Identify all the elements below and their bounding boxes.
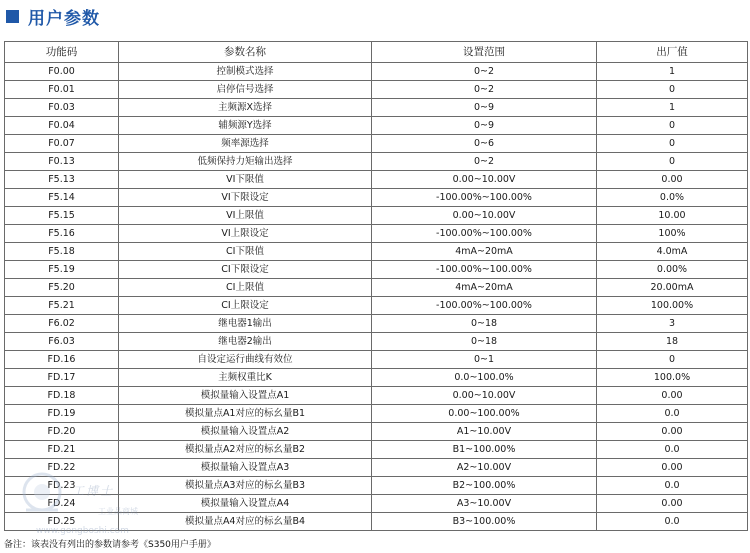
cell-function-code: F5.18 [5, 243, 119, 261]
table-row [5, 333, 748, 351]
cell-function-code: FD.17 [5, 369, 119, 387]
cell-setting-range: 0~9 [372, 117, 597, 135]
cell-setting-range: B3~100.00% [372, 513, 597, 531]
cell-function-code: F5.19 [5, 261, 119, 279]
cell-setting-range: 4mA~20mA [372, 243, 597, 261]
cell-function-code: F5.21 [5, 297, 119, 315]
cell-function-code: F0.01 [5, 81, 119, 99]
cell-parameter-name: 主频源X选择 [119, 99, 372, 117]
table-row [5, 297, 748, 315]
cell-factory-default: 3 [597, 315, 748, 333]
cell-setting-range: 0~2 [372, 153, 597, 171]
cell-setting-range: 0.00~10.00V [372, 387, 597, 405]
cell-parameter-name: 继电器2输出 [119, 333, 372, 351]
cell-parameter-name: 辅频源Y选择 [119, 117, 372, 135]
table-row [5, 315, 748, 333]
table-body [5, 63, 748, 531]
cell-parameter-name: 主频权重比K [119, 369, 372, 387]
cell-factory-default: 0.00 [597, 423, 748, 441]
cell-factory-default: 1 [597, 99, 748, 117]
cell-factory-default: 20.00mA [597, 279, 748, 297]
cell-factory-default: 1 [597, 63, 748, 81]
cell-function-code: F0.07 [5, 135, 119, 153]
cell-factory-default: 0.0% [597, 189, 748, 207]
cell-factory-default: 100.00% [597, 297, 748, 315]
cell-factory-default: 0.0 [597, 441, 748, 459]
table-row [5, 351, 748, 369]
table-row [5, 153, 748, 171]
cell-setting-range: A3~10.00V [372, 495, 597, 513]
cell-factory-default: 0.0 [597, 513, 748, 531]
table-row [5, 171, 748, 189]
cell-factory-default: 0.0 [597, 477, 748, 495]
cell-setting-range: A2~10.00V [372, 459, 597, 477]
header-function-code: 功能码 [5, 42, 119, 63]
cell-function-code: FD.18 [5, 387, 119, 405]
cell-function-code: F5.15 [5, 207, 119, 225]
page-header [6, 4, 100, 28]
cell-setting-range: 0~6 [372, 135, 597, 153]
cell-parameter-name: 控制模式选择 [119, 63, 372, 81]
cell-parameter-name: VI上限设定 [119, 225, 372, 243]
cell-parameter-name: 模拟量输入设置点A1 [119, 387, 372, 405]
cell-function-code: FD.21 [5, 441, 119, 459]
cell-setting-range: -100.00%~100.00% [372, 261, 597, 279]
cell-setting-range: 0.00~10.00V [372, 207, 597, 225]
table-row [5, 99, 748, 117]
table-row [5, 423, 748, 441]
table-row [5, 243, 748, 261]
cell-function-code: F0.04 [5, 117, 119, 135]
table-row [5, 117, 748, 135]
cell-factory-default: 0.00 [597, 459, 748, 477]
cell-parameter-name: CI下限设定 [119, 261, 372, 279]
table-header-row [5, 42, 748, 63]
cell-function-code: F5.16 [5, 225, 119, 243]
header-setting-range: 设置范围 [372, 42, 597, 63]
cell-factory-default: 0.0 [597, 405, 748, 423]
cell-parameter-name: VI上限值 [119, 207, 372, 225]
cell-factory-default: 100% [597, 225, 748, 243]
title-square-icon [6, 10, 19, 23]
cell-parameter-name: CI下限值 [119, 243, 372, 261]
cell-setting-range: -100.00%~100.00% [372, 297, 597, 315]
cell-setting-range: A1~10.00V [372, 423, 597, 441]
table-row [5, 369, 748, 387]
watermark-brand: 工博士 [72, 484, 115, 498]
cell-function-code: F0.00 [5, 63, 119, 81]
table-row [5, 63, 748, 81]
cell-function-code: FD.25 [5, 513, 119, 531]
header-parameter-name: 参数名称 [119, 42, 372, 63]
table-row [5, 513, 748, 531]
cell-function-code: FD.23 [5, 477, 119, 495]
cell-function-code: FD.22 [5, 459, 119, 477]
cell-function-code: F0.03 [5, 99, 119, 117]
cell-function-code: FD.24 [5, 495, 119, 513]
cell-factory-default: 0 [597, 117, 748, 135]
cell-setting-range: B2~100.00% [372, 477, 597, 495]
cell-factory-default: 0.00 [597, 387, 748, 405]
cell-parameter-name: 启停信号选择 [119, 81, 372, 99]
cell-factory-default: 10.00 [597, 207, 748, 225]
cell-function-code: F5.13 [5, 171, 119, 189]
watermark-site: www.gongboshi.com [36, 526, 129, 536]
cell-parameter-name: 模拟量点A2对应的标幺量B2 [119, 441, 372, 459]
table-row [5, 261, 748, 279]
table-row [5, 441, 748, 459]
cell-setting-range: 0.00~100.00% [372, 405, 597, 423]
header-factory-default: 出厂值 [597, 42, 748, 63]
cell-parameter-name: VI下限值 [119, 171, 372, 189]
cell-setting-range: 0~9 [372, 99, 597, 117]
cell-setting-range: 0~18 [372, 333, 597, 351]
cell-parameter-name: CI上限值 [119, 279, 372, 297]
cell-setting-range: 4mA~20mA [372, 279, 597, 297]
cell-function-code: FD.19 [5, 405, 119, 423]
cell-setting-range: 0~2 [372, 63, 597, 81]
page-title: 用户参数 [28, 8, 100, 29]
cell-setting-range: 0~18 [372, 315, 597, 333]
cell-parameter-name: VI下限设定 [119, 189, 372, 207]
parameter-table [4, 41, 748, 531]
cell-factory-default: 0.00% [597, 261, 748, 279]
table-row [5, 459, 748, 477]
cell-setting-range: 0.00~10.00V [372, 171, 597, 189]
cell-setting-range: -100.00%~100.00% [372, 189, 597, 207]
table-row [5, 189, 748, 207]
cell-function-code: FD.16 [5, 351, 119, 369]
table-row [5, 279, 748, 297]
cell-factory-default: 18 [597, 333, 748, 351]
cell-parameter-name: 模拟量点A1对应的标幺量B1 [119, 405, 372, 423]
cell-function-code: F6.02 [5, 315, 119, 333]
footnote: 备注：该表没有列出的参数请参考《S350用户手册》 [4, 540, 216, 550]
table-row [5, 81, 748, 99]
cell-function-code: F6.03 [5, 333, 119, 351]
table-row [5, 495, 748, 513]
cell-parameter-name: 模拟量输入设置点A3 [119, 459, 372, 477]
watermark-subtitle: 工业品商城 [98, 507, 138, 516]
cell-factory-default: 0 [597, 135, 748, 153]
cell-setting-range: 0~2 [372, 81, 597, 99]
cell-factory-default: 0.00 [597, 495, 748, 513]
cell-factory-default: 0 [597, 351, 748, 369]
cell-parameter-name: 模拟量输入设置点A2 [119, 423, 372, 441]
table-row [5, 387, 748, 405]
table-row [5, 225, 748, 243]
table-row [5, 477, 748, 495]
cell-setting-range: B1~100.00% [372, 441, 597, 459]
cell-setting-range: -100.00%~100.00% [372, 225, 597, 243]
cell-parameter-name: 继电器1输出 [119, 315, 372, 333]
cell-parameter-name: 模拟量输入设置点A4 [119, 495, 372, 513]
cell-function-code: F5.20 [5, 279, 119, 297]
cell-factory-default: 0 [597, 81, 748, 99]
table-row [5, 207, 748, 225]
cell-factory-default: 0.00 [597, 171, 748, 189]
cell-function-code: FD.20 [5, 423, 119, 441]
cell-parameter-name: 自设定运行曲线有效位 [119, 351, 372, 369]
table-row [5, 405, 748, 423]
cell-parameter-name: 模拟量点A3对应的标幺量B3 [119, 477, 372, 495]
cell-setting-range: 0.0~100.0% [372, 369, 597, 387]
table-row [5, 135, 748, 153]
cell-parameter-name: 模拟量点A4对应的标幺量B4 [119, 513, 372, 531]
cell-setting-range: 0~1 [372, 351, 597, 369]
cell-parameter-name: 低频保持力矩输出选择 [119, 153, 372, 171]
cell-factory-default: 0 [597, 153, 748, 171]
cell-factory-default: 100.0% [597, 369, 748, 387]
cell-function-code: F5.14 [5, 189, 119, 207]
cell-function-code: F0.13 [5, 153, 119, 171]
cell-parameter-name: CI上限设定 [119, 297, 372, 315]
cell-parameter-name: 频率源选择 [119, 135, 372, 153]
cell-factory-default: 4.0mA [597, 243, 748, 261]
